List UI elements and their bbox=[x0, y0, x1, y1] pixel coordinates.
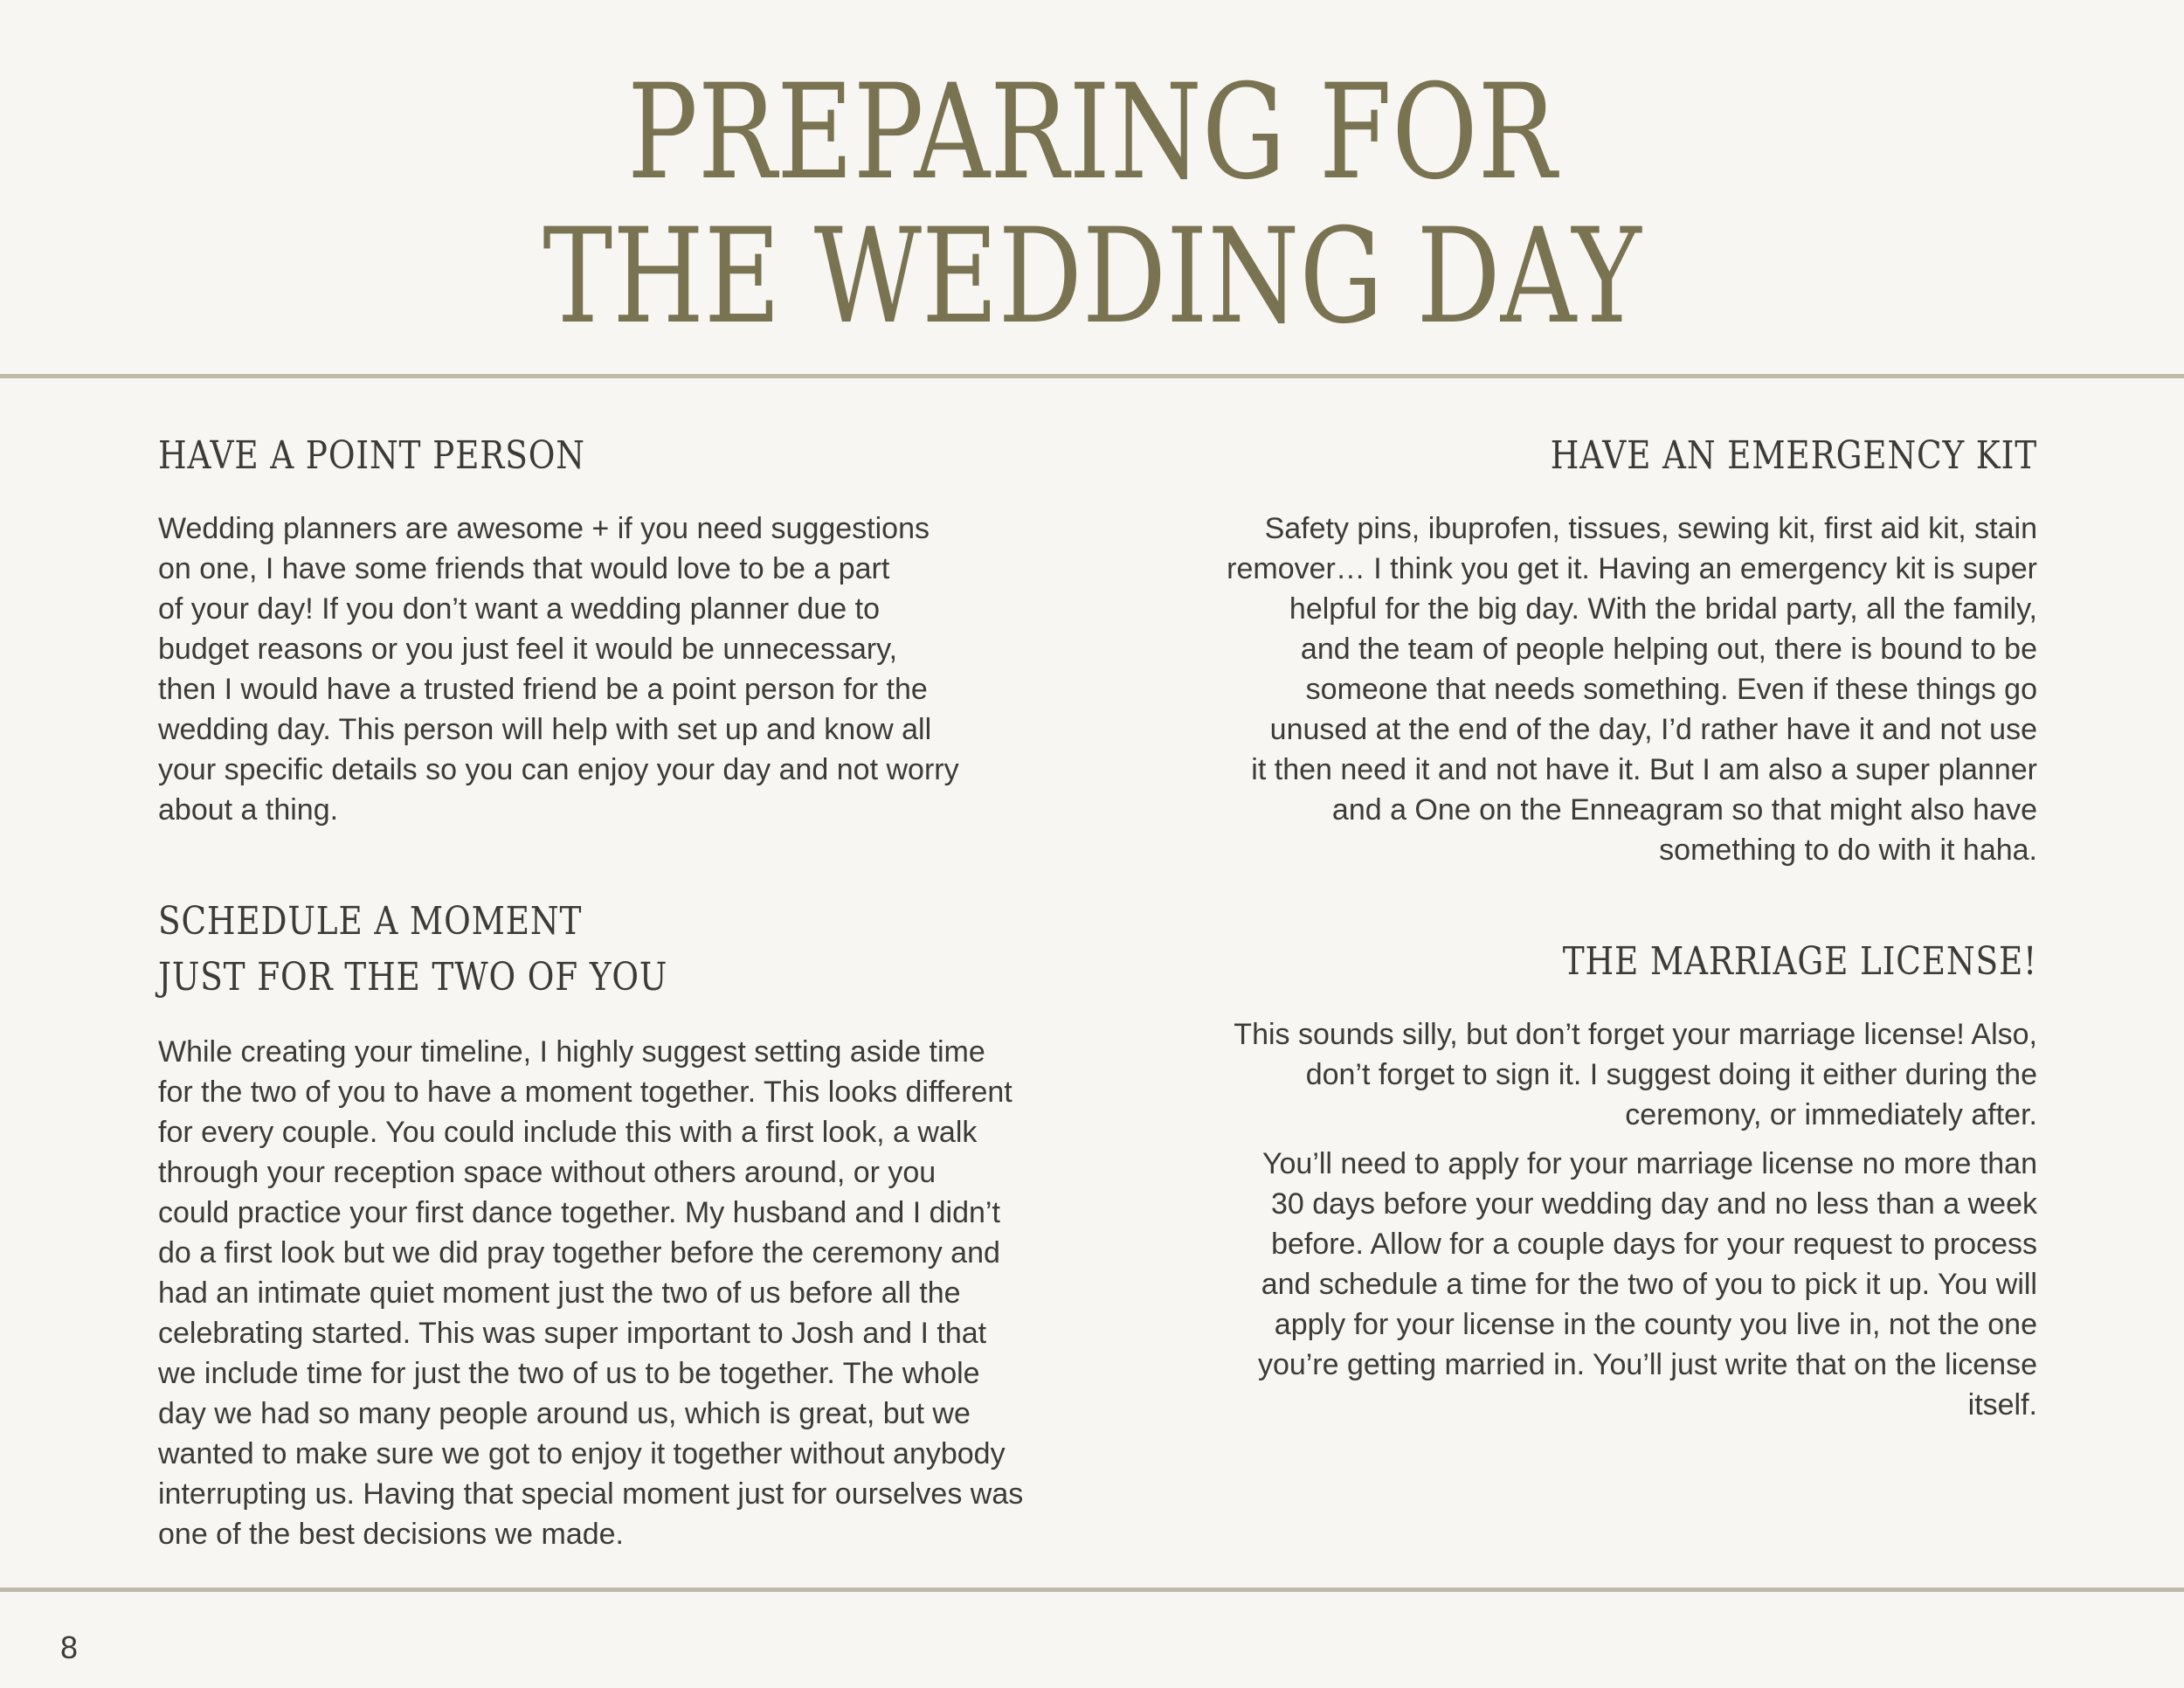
point-person-body: Wedding planners are awesome + if you need suggestions on one, I have some friends that would love to be a part of your day! If you don’t want a wedding planner due to budget reasons or you just feel it would be unnecessary, then I would have a trusted friend be a point person for the wedding day. This person will help with set up and know all your specific details so you can enjoy your day and not worry about a thing. bbox=[158, 512, 959, 827]
schedule-moment-heading-line-1: SCHEDULE A MOMENT bbox=[158, 899, 583, 944]
page-number: 8 bbox=[60, 1629, 79, 1665]
section-emergency-kit bbox=[1179, 428, 2037, 870]
bottom-divider bbox=[0, 1588, 2184, 1592]
emergency-kit-body: Safety pins, ibuprofen, tissues, sewing kit, first aid kit, stain remover… I think you get it. Having an emergency kit is super helpful for the big day. With the bridal party, all the family, and the team of people helping out, there is bound to be someone that needs something. Even if these things go unused at the end of the day, I’d rather have it and not use it then need it and not have it. But I am also a super planner and a One on the Enneagram so that might also have something to do with it haha. bbox=[1227, 512, 2037, 867]
section-schedule-moment bbox=[158, 894, 1075, 1554]
emergency-kit-heading: HAVE AN EMERGENCY KIT bbox=[1550, 433, 2037, 478]
marriage-license-body-1: This sounds silly, but don’t forget your marriage license! Also, don’t forget to sign it. I suggest doing it either during the ceremony, or immediately after. bbox=[1234, 1018, 2037, 1131]
top-divider bbox=[0, 374, 2184, 378]
marriage-license-heading: THE MARRIAGE LICENSE! bbox=[1562, 939, 2037, 984]
marriage-license-body-2: You’ll need to apply for your marriage license no more than 30 days before your wedding day and no less than a week before. Allow for a couple days for your request to process and schedule a time for the two of you to pick it up. You will apply for your license in the county you live in, not the one you’re getting married in. You’ll just write that on the license itself. bbox=[1257, 1147, 2037, 1422]
section-point-person bbox=[158, 428, 1075, 830]
page-title-line-1: PREPARING FOR bbox=[627, 57, 1557, 209]
schedule-moment-heading bbox=[158, 894, 938, 1006]
schedule-moment-heading-line-2: JUST FOR THE TWO OF YOU bbox=[158, 955, 668, 1000]
section-marriage-license bbox=[1179, 934, 2037, 1425]
page-title-line-2: THE WEDDING DAY bbox=[543, 201, 1641, 353]
schedule-moment-body: While creating your timeline, I highly suggest setting aside time for the two of you to have a moment together. This looks different for every couple. You could include this with a first look, a walk through your reception space without others around, or you could practice your first dance together. My husband and I didn’t do a first look but we did pray together before the ceremony and had an intimate quiet moment just the two of us before all the celebrating started. This was super important to Josh and I that we include time for just the two of us to be together. The whole day we had so many people around us, which is great, but we wanted to make sure we got to enjoy it together without anybody interrupting us. Having that special moment just for ourselves was one of the best decisions we made. bbox=[158, 1035, 1024, 1551]
page-title bbox=[218, 57, 1966, 353]
point-person-heading: HAVE A POINT PERSON bbox=[158, 433, 585, 478]
